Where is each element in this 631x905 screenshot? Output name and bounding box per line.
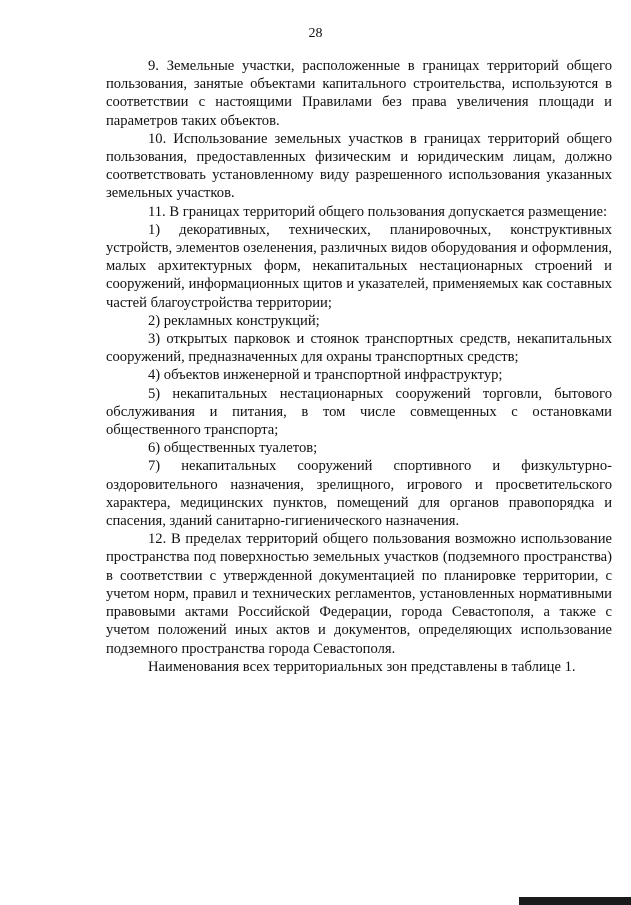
- page-number: 28: [308, 26, 323, 41]
- list-item-3-parking: 3) открытых парковок и стоянок транспортных средств, некапитальных сооружений, предназначенных для охраны транспортных средств;: [106, 331, 612, 366]
- scan-edge-mark: [519, 897, 631, 905]
- list-item-2-advertising: 2) рекламных конструкций;: [148, 312, 320, 329]
- paragraph-10-land-use: 10. Использование земельных участков в границах территорий общего пользования, предоставленных физическим и юридическим лицам, должно соответствовать установленному виду разрешенного использования указанных земельных участков.: [106, 130, 612, 202]
- list-item-4-infrastructure: 4) объектов инженерной и транспортной инфраструктур;: [148, 367, 503, 384]
- paragraph-table-reference: Наименования всех территориальных зон представлены в таблице 1.: [148, 658, 576, 675]
- paragraph-12-underground-space: 12. В пределах территорий общего пользования возможно использование пространства под поверхностью земельных участков (подземного пространства) в соответствии с утвержденной документацией по планировке территории, с учетом норм, правил и технических регламентов, установленных нормативными правовыми актами Российской Федерации, города Севастополя, а также с учетом положений иных актов и документов, определяющих использование подземного пространства города Севастополя.: [106, 531, 612, 657]
- list-item-5-trade-structures: 5) некапитальных нестационарных сооружений торговли, бытового обслуживания и питания, в том числе совмещенных с остановками общественного транспорта;: [106, 385, 612, 439]
- document-body: [106, 57, 612, 676]
- list-item-1-decorative-devices: 1) декоративных, технических, планировочных, конструктивных устройств, элементов озеленения, различных видов оборудования и оформления, малых архитектурных форм, некапитальных нестационарных строений и сооружений, информационных щитов и указателей, применяемых как составных частей благоустройства территории;: [106, 221, 612, 311]
- list-item-7-sports-structures: 7) некапитальных сооружений спортивного и физкультурно-оздоровительного назначения, зрелищного, игрового и просветительского характера, медицинских пунктов, помещений для органов правопорядка и спасения, зданий санитарно-гигиенического назначения.: [106, 458, 612, 530]
- list-item-6-toilets: 6) общественных туалетов;: [148, 440, 318, 457]
- paragraph-11-placement: 11. В границах территорий общего пользования допускается размещение:: [148, 203, 608, 220]
- paragraph-9-land-plots: 9. Земельные участки, расположенные в границах территорий общего пользования, занятые объектами капитального строительства, используются в соответствии с настоящими Правилами без права увеличения площади и параметров таких объектов.: [106, 58, 612, 129]
